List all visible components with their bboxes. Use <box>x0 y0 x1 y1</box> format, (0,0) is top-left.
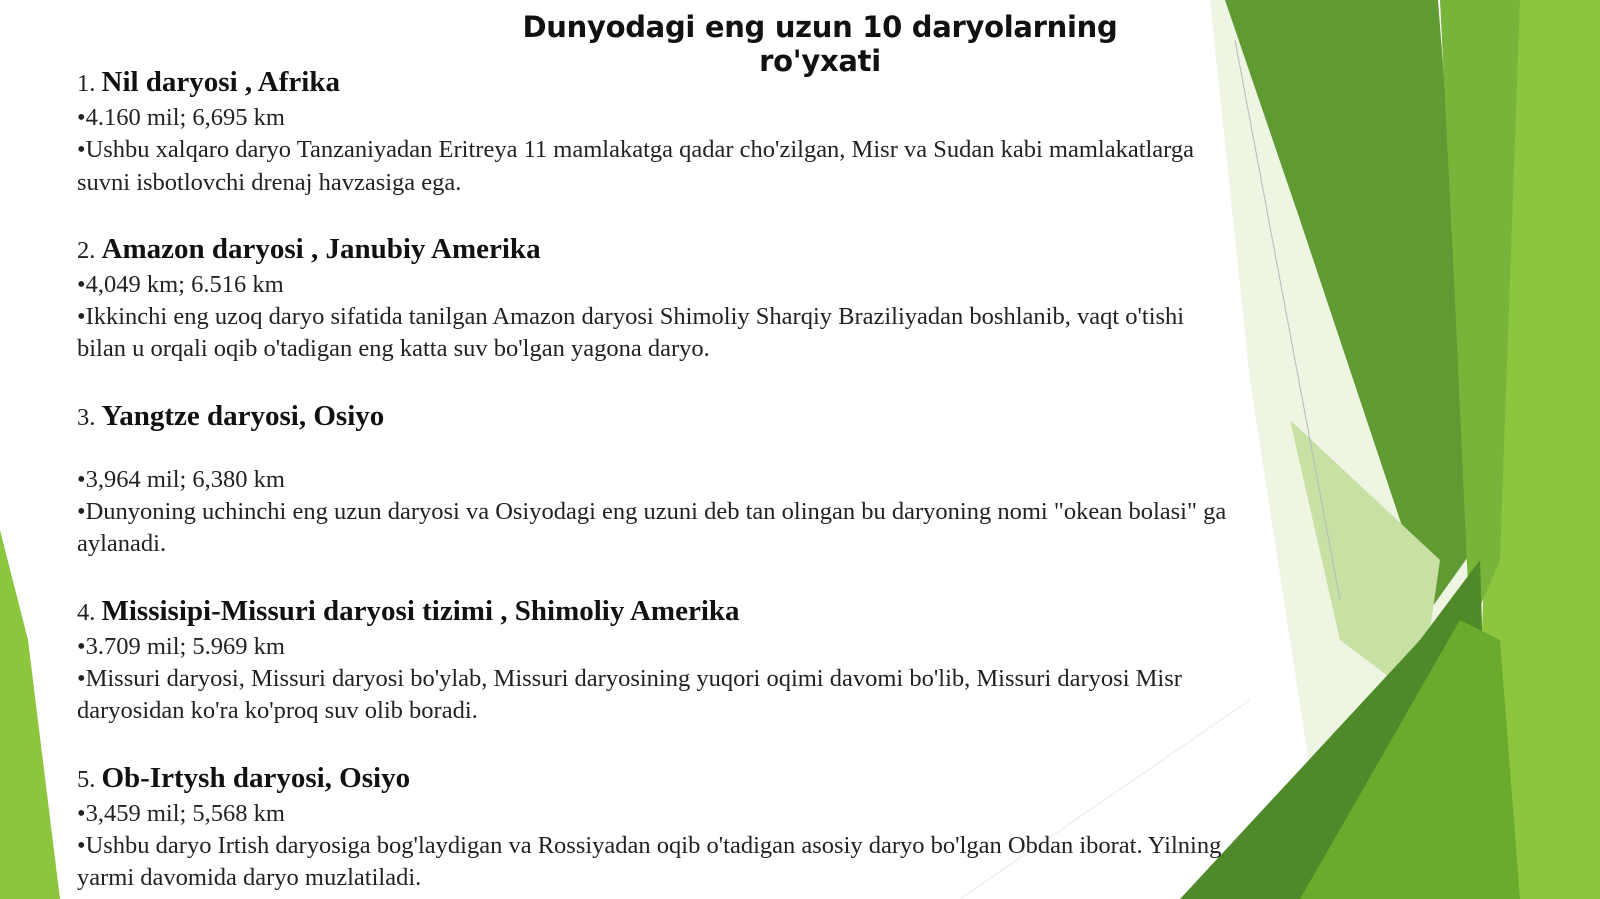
river-length-text: 3,459 mil; 5,568 km <box>85 799 285 827</box>
river-description <box>77 663 1237 728</box>
river-length-text: 4,049 km; 6.516 km <box>85 270 284 298</box>
bullet: • <box>77 632 86 660</box>
slide-title: Dunyodagi eng uzun 10 daryolarning ro'yxati <box>522 10 1118 78</box>
river-number: 5. <box>77 765 96 793</box>
river-length <box>77 102 1237 134</box>
river-description <box>77 830 1237 895</box>
river-description-text: Ushbu daryo Irtish daryosiga bog'laydigan va Rossiyadan oqib o'tadigan asosiy daryo bo'lgan Obdan iborat. Yilning yarmi davomida daryo muzlatiladi. <box>77 831 1222 892</box>
bullet: • <box>77 831 86 859</box>
river-description <box>77 134 1237 199</box>
bullet: • <box>77 136 86 164</box>
river-number: 2. <box>77 236 96 264</box>
river-item <box>77 231 1237 366</box>
river-description <box>77 301 1237 366</box>
river-length <box>77 269 1237 301</box>
bullet: • <box>77 303 86 331</box>
bullet: • <box>77 465 86 493</box>
river-heading <box>77 64 1237 102</box>
river-description-text: Ikkinchi eng uzoq daryo sifatida tanilgan Amazon daryosi Shimoliy Sharqiy Braziliyadan boshlanib, vaqt o'tishi bilan u orqali oqib o'tadigan eng katta suv bo'lgan yagona daryo. <box>77 303 1185 363</box>
river-length <box>77 798 1237 830</box>
river-length <box>77 631 1237 663</box>
river-length <box>77 464 1237 496</box>
river-heading <box>77 593 1237 631</box>
river-item <box>77 760 1237 895</box>
river-name: Amazon daryosi , Janubiy Amerika <box>101 232 541 265</box>
river-heading <box>77 231 1237 269</box>
bullet: • <box>77 270 86 298</box>
river-number: 1. <box>77 70 96 97</box>
river-item <box>77 64 1237 199</box>
river-length-text: 3.709 mil; 5.969 km <box>85 632 285 660</box>
bullet: • <box>77 664 86 692</box>
river-item <box>77 398 1237 561</box>
river-description-text: Dunyoning uchinchi eng uzun daryosi va Osiyodagi eng uzuni deb tan olingan bu daryoning nomi "okean bolasi" ga aylanadi. <box>77 498 1227 558</box>
river-length-text: 4.160 mil; 6,695 km <box>85 104 285 131</box>
river-list <box>77 64 1237 894</box>
river-name: Nil daryosi , Afrika <box>101 66 340 98</box>
river-description-text: Ushbu xalqaro daryo Tanzaniyadan Eritreya 11 mamlakatga qadar cho'zilgan, Misr va Sudan kabi mamlakatlarga suvni isbotlovchi drenaj havzasiga ega. <box>77 136 1195 196</box>
river-number: 3. <box>77 403 96 431</box>
bullet: • <box>77 104 86 131</box>
river-item <box>77 593 1237 728</box>
river-description-text: Missuri daryosi, Missuri daryosi bo'ylab, Missuri daryosining yuqori oqimi davomi bo'lib, Missuri daryosi Misr daryosidan ko'ra ko'proq suv olib boradi. <box>77 664 1182 725</box>
river-number: 4. <box>77 598 96 626</box>
river-length-text: 3,964 mil; 6,380 km <box>85 465 285 493</box>
river-name: Yangtze daryosi, Osiyo <box>101 399 385 432</box>
bullet: • <box>77 498 86 526</box>
river-name: Ob-Irtysh daryosi, Osiyo <box>101 761 411 794</box>
left-green-facet <box>0 530 60 899</box>
river-heading <box>77 760 1237 798</box>
river-heading <box>77 398 1237 436</box>
river-description <box>77 496 1237 561</box>
bullet: • <box>77 799 86 827</box>
river-name: Missisipi-Missuri daryosi tizimi , Shimoliy Amerika <box>101 594 740 627</box>
